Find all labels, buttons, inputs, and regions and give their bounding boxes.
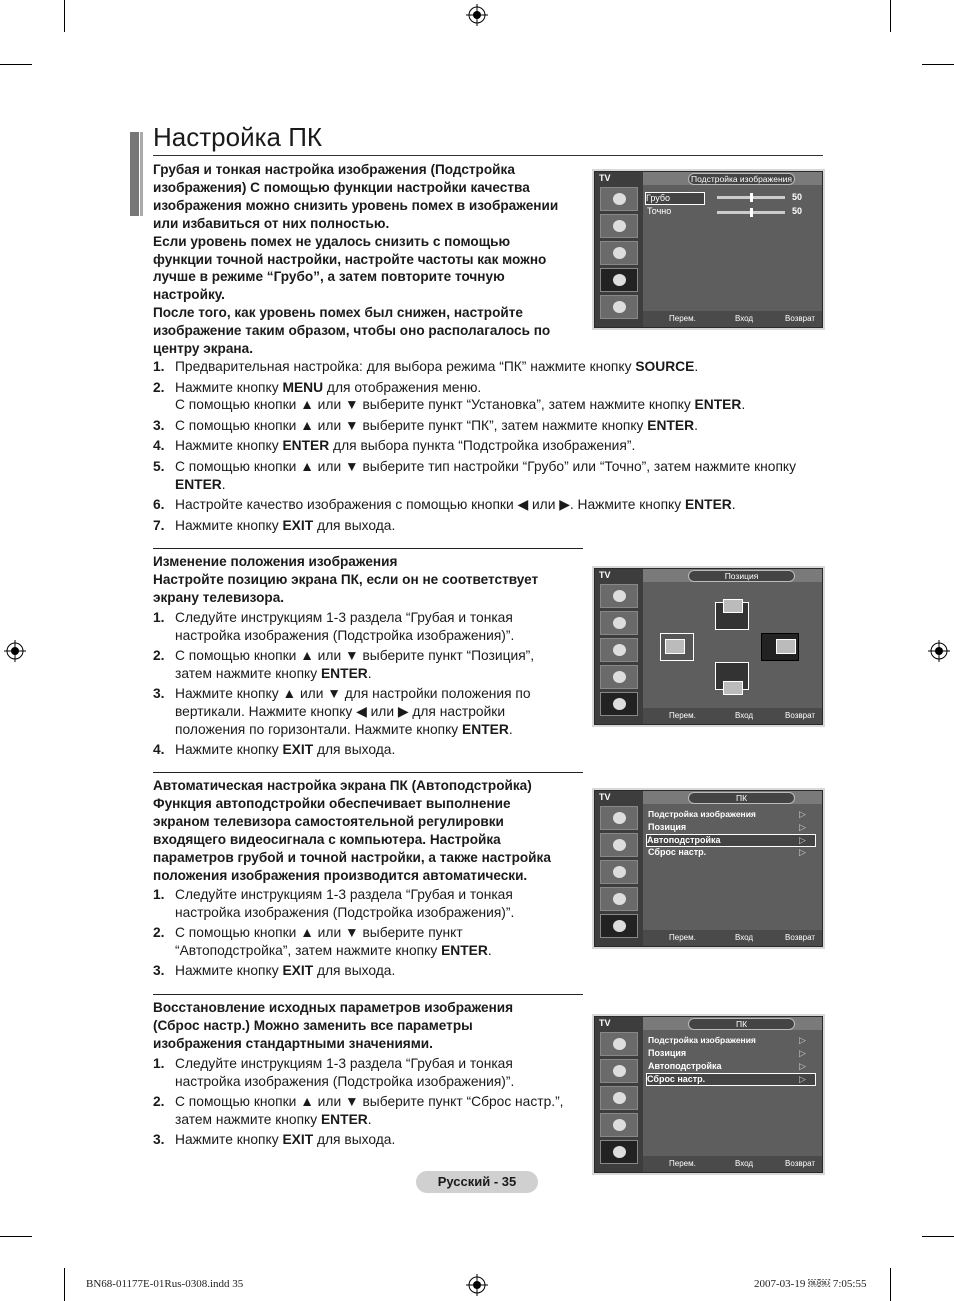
osd-menu-item: Позиция [648,822,687,832]
step-number: 2. [153,1094,165,1110]
osd-menu-item-selected [646,1073,816,1086]
picture-icon [600,584,638,608]
step-item [153,924,573,959]
osd-header [643,1017,822,1030]
intro-line: параметров грубой и точной настройки, а также настройка [153,849,551,865]
step-number: 1. [153,1056,165,1071]
section-intro [153,999,593,1053]
osd-menu-item: Подстройка изображения [648,809,756,819]
osd-menu-item: Подстройка изображения [648,1035,756,1045]
intro-line: Если уровень помех не удалось снизить с помощью [153,233,511,249]
title-divider [153,155,823,156]
intro-line: положения изображения производится автоматически. [153,867,528,883]
osd-tv-label: TV [599,1018,611,1028]
step-item [153,886,573,921]
position-box-right [761,633,799,661]
osd-tv-label: TV [599,792,611,802]
crop-mark [0,64,32,65]
step-number: 3. [153,686,165,702]
osd-hint-back: Возврат [785,314,815,323]
intro-line: центру экрана. [153,341,253,357]
osd-sidebar [595,172,643,327]
intro-line: настройку. [153,287,225,303]
step-item [153,609,573,644]
step-number: 4. [153,742,165,758]
input-icon [600,914,638,938]
setup-icon [600,665,638,689]
down-arrow-icon [723,681,743,695]
channel-icon [600,860,638,884]
crop-mark [890,0,891,32]
intro-line: Изменение положения изображения [153,554,398,569]
crop-mark [64,1268,65,1301]
step-list [153,609,573,762]
crop-mark [922,1236,954,1237]
step-text: Следуйте инструкциям 1-3 раздела “Грубая и тонкая настройка изображения (Подстройка изображения)”. [175,610,515,643]
osd-title: Позиция [688,570,795,582]
step-number: 1. [153,359,165,374]
osd-screen-position [594,568,823,725]
slider-thumb [750,193,753,202]
intro-line: изображение таким образом, чтобы оно располагалось по [153,323,551,339]
osd-hint-back: Возврат [785,1159,815,1168]
intro-line: Грубая и тонкая настройка изображения (Подстройка [153,162,515,177]
osd-sidebar [595,791,643,946]
chevron-right-icon: ▷ [799,1048,806,1058]
step-number: 6. [153,497,165,513]
step-text: Следуйте инструкциям 1-3 раздела “Грубая и тонкая настройка изображения (Подстройка изображения)”. [175,1056,515,1089]
section-divider [153,772,583,773]
osd-hint-move: Перем. [669,314,696,323]
step-text: С помощью кнопки ▲ или ▼ выберите пункт “Автоподстройка”, затем нажмите кнопку ENTER. [175,925,492,958]
step-list [153,886,573,983]
osd-menu-item: Автоподстройка [648,1061,722,1071]
step-number: 3. [153,1132,165,1148]
osd-sidebar [595,1017,643,1172]
step-text: Нажмите кнопку MENU для отображения меню. С помощью кнопки ▲ или ▼ выберите пункт “Установка”, затем нажмите кнопку ENTER. [175,379,746,413]
osd-hint-enter: Вход [735,711,754,720]
osd-row-value: 50 [792,206,803,216]
osd-hint-back: Возврат [785,711,815,720]
page-title: Настройка ПК [153,122,323,152]
osd-row-label: Грубо [646,193,671,203]
osd-footer [643,708,822,724]
section-divider [153,548,583,549]
right-arrow-icon [776,639,796,654]
osd-hint-back: Возврат [785,933,815,942]
step-text: Предварительная настройка: для выбора режима “ПК” нажмите кнопку SOURCE. [175,359,699,374]
left-arrow-icon [665,639,685,654]
step-number: 7. [153,517,165,533]
input-icon [600,692,638,716]
section-intro [153,161,593,358]
osd-hint-move: Перем. [669,711,696,720]
osd-tv-label: TV [599,173,611,183]
osd-hint-move: Перем. [669,1159,696,1168]
chevron-right-icon: ▷ [799,809,806,819]
intro-line: Восстановление исходных параметров изображения [153,1000,514,1015]
step-list [153,1055,578,1152]
sound-icon [600,214,638,238]
setup-icon [600,1113,638,1137]
osd-menu-item-selected [646,834,816,847]
section-intro [153,777,593,884]
step-text: Следуйте инструкциям 1-3 раздела “Грубая и тонкая настройка изображения (Подстройка изображения)”. [175,887,515,920]
position-box-down [715,662,749,690]
channel-icon [600,638,638,662]
step-text: Нажмите кнопку ▲ или ▼ для настройки положения по вертикали. Нажмите кнопку ◀ или ▶ для настройки положения по горизонтали. Нажмите кнопку ENTER. [175,686,531,737]
title-accent-bar [130,132,139,216]
section-divider [153,994,583,995]
intro-line: Настройте позицию экрана ПК, если он не соответствует [153,571,539,587]
step-item [153,458,823,493]
step-number: 3. [153,963,165,979]
step-item [153,741,573,759]
registration-mark-icon [4,640,26,662]
osd-header [643,569,822,582]
input-icon [600,1140,638,1164]
osd-hint-enter: Вход [735,1159,754,1168]
crop-mark [922,64,954,65]
intro-line: или избавиться от них полностью. [153,215,390,231]
picture-icon [600,187,638,211]
step-text: Нажмите кнопку EXIT для выхода. [175,963,396,979]
osd-row-value: 50 [792,192,803,202]
step-item [153,517,823,535]
step-text: С помощью кнопки ▲ или ▼ выберите пункт “Позиция”, затем нажмите кнопку ENTER. [175,648,535,681]
slider-thumb [750,208,753,217]
step-list [153,358,823,537]
step-text: Нажмите кнопку EXIT для выхода. [175,742,396,758]
sound-icon [600,1059,638,1083]
title-accent-bar [140,132,143,216]
step-item [153,417,823,435]
osd-footer [643,930,822,946]
osd-row-label: Точно [647,206,672,216]
setup-icon [600,887,638,911]
step-number: 2. [153,379,165,395]
position-box-left [660,633,694,661]
intro-line: изображения) С помощью функции настройки качества [153,179,530,195]
intro-line: лучше в режиме “Грубо”, а затем повторите точную [153,269,505,285]
registration-mark-icon [928,640,950,662]
osd-menu-item: Сброс настр. [648,847,707,857]
picture-icon [600,806,638,830]
osd-hint-move: Перем. [669,933,696,942]
step-item [153,962,573,980]
osd-menu-item: Позиция [648,1048,687,1058]
intro-line: экраном телевизора самостоятельной регулировки [153,813,504,829]
step-item [153,437,823,455]
step-item [153,496,823,514]
intro-line: изображения стандартными значениями. [153,1035,433,1051]
step-number: 3. [153,417,165,433]
osd-slider-fine [717,211,785,214]
osd-footer [643,1156,822,1172]
step-item [153,1093,578,1128]
osd-screen-pc-reset [594,1016,823,1173]
osd-screen-fine-tune [594,171,823,328]
step-number: 2. [153,648,165,664]
channel-icon [600,241,638,265]
setup-icon [600,268,638,292]
registration-mark-icon [466,1274,488,1296]
step-text: Нажмите кнопку EXIT для выхода. [175,1132,396,1148]
step-text: Настройте качество изображения с помощью кнопки ◀ или ▶. Нажмите кнопку ENTER. [175,497,736,513]
osd-header [643,172,822,185]
osd-menu-item-label: Автоподстройка [647,835,721,845]
osd-screen-pc-auto [594,790,823,947]
osd-row-coarse [645,192,705,205]
osd-title: ПК [688,1018,795,1030]
position-box-up [715,602,749,630]
step-text: С помощью кнопки ▲ или ▼ выберите пункт “ПК”, затем нажмите кнопку ENTER. [175,417,698,433]
intro-line: После того, как уровень помех был снижен, настройте [153,305,523,321]
osd-header [643,791,822,804]
chevron-right-icon: ▷ [799,835,806,845]
registration-mark-icon [466,4,488,26]
osd-hint-enter: Вход [735,933,754,942]
step-item [153,647,573,682]
osd-sidebar [595,569,643,724]
step-item [153,685,573,738]
step-number: 1. [153,887,165,902]
osd-title: Подстройка изображения [688,173,795,185]
step-text: Нажмите кнопку ENTER для выбора пункта “Подстройка изображения”. [175,438,636,454]
osd-slider-coarse [717,196,785,199]
step-item [153,379,823,414]
step-number: 2. [153,925,165,941]
step-number: 4. [153,438,165,454]
step-item [153,358,823,376]
page-number-label: Русский - 35 [416,1171,538,1193]
step-item [153,1131,578,1149]
sound-icon [600,611,638,635]
up-arrow-icon [723,599,743,613]
step-text: С помощью кнопки ▲ или ▼ выберите тип настройки “Грубо” или “Точно”, затем нажмите кнопку ENTER. [175,458,797,492]
chevron-right-icon: ▷ [799,1061,806,1071]
osd-menu-item-label: Сброс настр. [647,1074,706,1084]
intro-line: Автоматическая настройка экрана ПК (Автоподстройка) [153,778,532,793]
osd-row-fine [647,206,671,216]
section-intro [153,553,593,607]
print-footer-right: 2007-03-19 ￼￼ 7:05:55 [754,1278,867,1290]
osd-hint-enter: Вход [735,314,754,323]
picture-icon [600,1032,638,1056]
intro-line: Функция автоподстройки обеспечивает выполнение [153,795,511,811]
intro-line: функции точной настройки, настройте частоты как можно [153,251,547,267]
intro-line: входящего видеосигнала с компьютера. Настройка [153,831,501,847]
print-footer-left: BN68-01177E-01Rus-0308.indd 35 [86,1278,244,1290]
step-item [153,1055,578,1090]
intro-line: изображения можно снизить уровень помех в изображении [153,197,559,213]
step-number: 5. [153,458,165,474]
chevron-right-icon: ▷ [799,1035,806,1045]
crop-mark [0,1236,32,1237]
crop-mark [890,1268,891,1301]
osd-tv-label: TV [599,570,611,580]
chevron-right-icon: ▷ [799,847,806,857]
crop-mark [64,0,65,32]
input-icon [600,295,638,319]
step-number: 1. [153,610,165,625]
osd-footer [643,311,822,327]
step-text: Нажмите кнопку EXIT для выхода. [175,517,396,533]
channel-icon [600,1086,638,1110]
sound-icon [600,833,638,857]
chevron-right-icon: ▷ [799,822,806,832]
intro-line: экрану телевизора. [153,589,285,605]
chevron-right-icon: ▷ [799,1074,806,1084]
osd-title: ПК [688,792,795,804]
intro-line: (Сброс настр.) Можно заменить все параметры [153,1017,473,1033]
step-text: С помощью кнопки ▲ или ▼ выберите пункт “Сброс настр.”, затем нажмите кнопку ENTER. [175,1094,564,1127]
